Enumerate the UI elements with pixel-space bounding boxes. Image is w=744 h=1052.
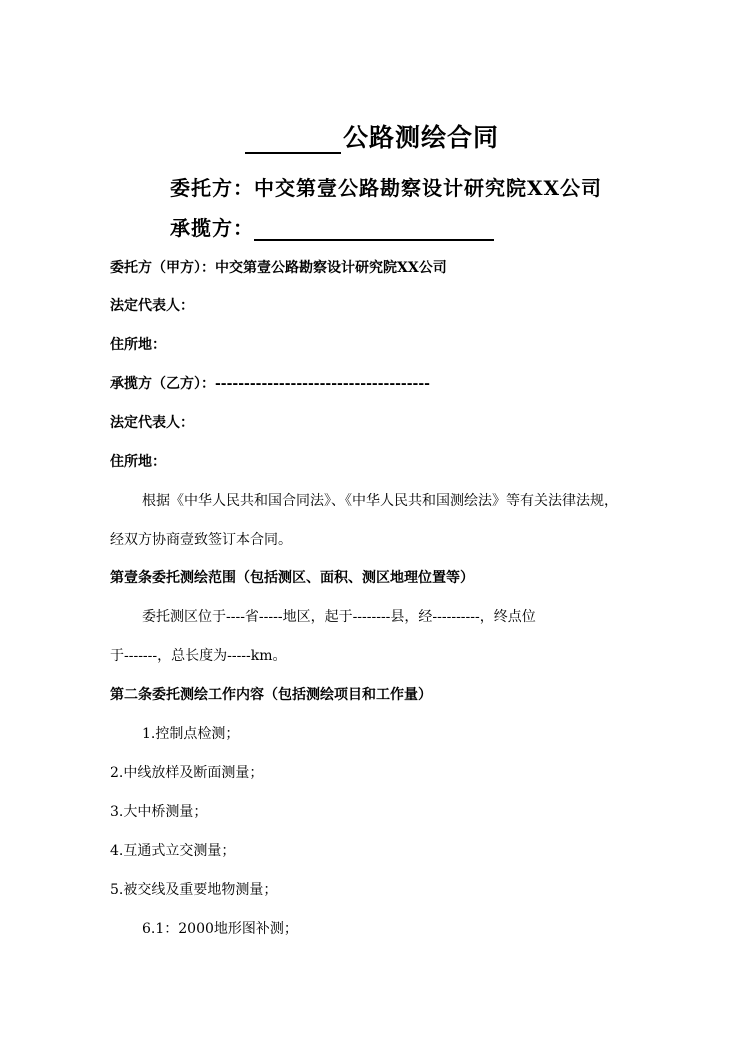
- contractor-header: [170, 212, 494, 241]
- article-1-line-2: 于-------，总长度为-----km。: [110, 648, 287, 664]
- party-a-address: 住所地：: [110, 337, 166, 353]
- party-b: 承揽方（乙方）：-------------------------------------: [110, 376, 430, 392]
- article-2-heading: 第二条委托测绘工作内容（包括测绘项目和工作量）: [110, 687, 432, 703]
- contractor-blank-underline: [254, 219, 494, 241]
- work-item: 1.控制点检测；: [142, 726, 240, 742]
- article-1-line-1: 委托测区位于----省-----地区，起于--------县，经----------，终点位: [142, 609, 536, 625]
- work-item: 5.被交线及重要地物测量；: [110, 882, 278, 898]
- preamble-line-1: 根据《中华人民共和国合同法》、《中华人民共和国测绘法》等有关法律法规，: [142, 493, 618, 509]
- article-1-heading: 第壹条委托测绘范围（包括测区、面积、测区地理位置等）: [110, 570, 474, 586]
- party-b-address: 住所地：: [110, 454, 166, 470]
- party-a-representative: 法定代表人：: [110, 298, 194, 314]
- contract-title: [0, 118, 744, 154]
- work-item: 4.互通式立交测量；: [110, 843, 236, 859]
- work-item: 2.中线放样及断面测量；: [110, 765, 264, 781]
- title-text: 公路测绘合同: [342, 123, 499, 152]
- party-a: 委托方（甲方）：中交第壹公路勘察设计研究院XX公司: [110, 260, 447, 276]
- contractor-header-label: 承揽方：: [170, 216, 254, 240]
- work-item: 6.1：2000地形图补测；: [142, 921, 298, 937]
- party-b-representative: 法定代表人：: [110, 415, 194, 431]
- title-blank-underline: [245, 128, 341, 154]
- work-item: 3.大中桥测量；: [110, 804, 208, 820]
- preamble-line-2: 经双方协商壹致签订本合同。: [110, 532, 292, 548]
- client-header: 委托方：中交第壹公路勘察设计研究院XX公司: [170, 176, 603, 200]
